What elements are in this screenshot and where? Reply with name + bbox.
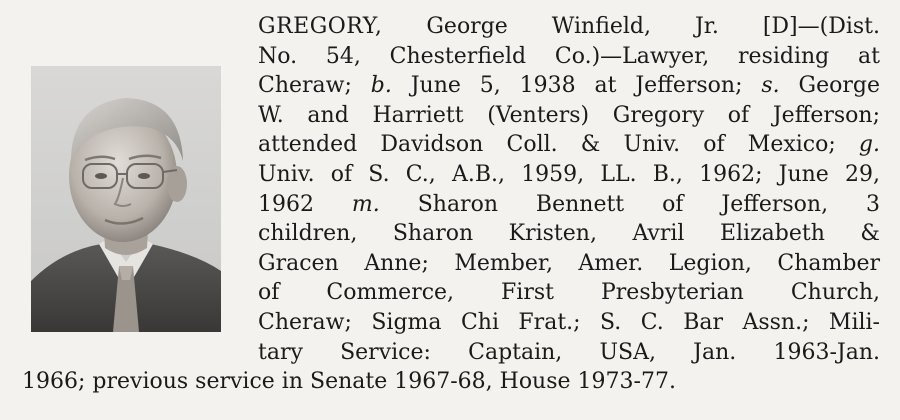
bio-line-13: 1966; previous service in Senate 1967-68, House 1973-77. xyxy=(22,369,676,395)
bio-text: June 5, 1938 at Jefferson; xyxy=(391,73,762,99)
bio-line-3 xyxy=(258,71,880,101)
portrait-illustration xyxy=(31,66,221,332)
given-names: George Winfield, Jr. [D]—(Dist. xyxy=(382,14,880,39)
bio-text: Sharon Bennett of Jefferson, 3 xyxy=(379,191,880,217)
bio-line-11: Cheraw; Sigma Chi Frat.; S. C. Bar Assn.; Mili- xyxy=(258,310,880,335)
portrait-photo xyxy=(31,66,221,332)
surname: GREGORY, xyxy=(258,14,383,39)
bio-line-7 xyxy=(258,190,880,220)
bio-line-9: Gracen Anne; Member, Amer. Legion, Chamber xyxy=(258,250,880,276)
married-abbrev: m. xyxy=(351,191,380,217)
bio-text: attended Davidson Coll. & Univ. of Mexico; xyxy=(258,132,859,158)
bio-line-6: Univ. of S. C., A.B., 1959, LL. B., 1962; June 29, xyxy=(258,162,880,187)
bio-line-2: No. 54, Chesterfield Co.)—Lawyer, residing at xyxy=(258,43,880,69)
son-abbrev: s. xyxy=(761,73,780,99)
bio-text: Cheraw; xyxy=(258,73,371,99)
born-abbrev: b. xyxy=(370,73,392,99)
bio-text: George xyxy=(779,73,881,99)
bio-line-12: tary Service: Captain, USA, Jan. 1963-Jan. xyxy=(258,339,880,365)
bio-text: 1962 xyxy=(258,191,352,217)
bio-line-10: of Commerce, First Presbyterian Church, xyxy=(258,280,880,306)
bio-line-1 xyxy=(258,12,880,42)
bio-line-4: W. and Harriett (Venters) Gregory of Jefferson; xyxy=(258,102,880,128)
bio-line-8: children, Sharon Kristen, Avril Elizabeth & xyxy=(258,221,880,247)
graduated-abbrev: g. xyxy=(858,132,880,158)
bio-line-5 xyxy=(258,130,880,160)
